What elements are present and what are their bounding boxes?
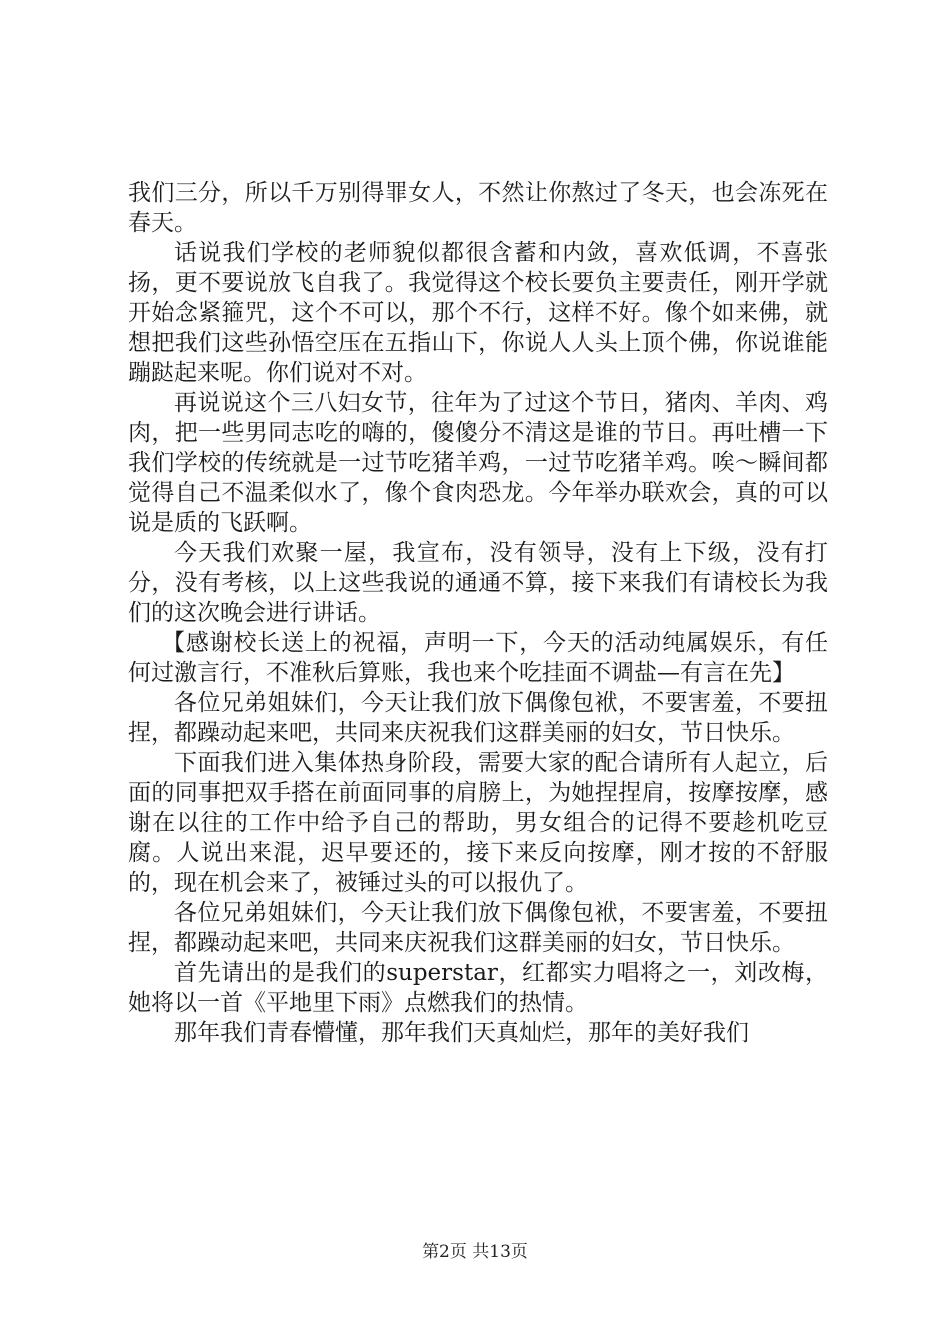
paragraph: 那年我们青春懵懂，那年我们天真灿烂，那年的美好我们 xyxy=(174,1020,749,1046)
body-text xyxy=(128,178,828,1048)
paragraph: 下面我们进入集体热身阶段，需要大家的配合请所有人起立，后面的同事把双手搭在前面同事的肩膀上，为她捏捏肩，按摩按摩，感谢在以往的工作中给予自己的帮助，男女组合的记得不要趁机吃豆腐。人说出来混，迟早要还的，接下来反向按摩，刚才按的不舒服的，现在机会来了，被锤过头的可以报仇了。 xyxy=(128,750,828,896)
paragraph: 【感谢校长送上的祝福，声明一下，今天的活动纯属娱乐，有任何过激言行，不准秋后算账，我也来个吃挂面不调盐—有言在先】 xyxy=(128,630,828,686)
paragraph: 话说我们学校的老师貌似都很含蓄和内敛，喜欢低调，不喜张扬，更不要说放飞自我了。我觉得这个校长要负主要责任，刚开学就开始念紧箍咒，这个不可以，那个不行，这样不好。像个如来佛，就想把我们这些孙悟空压在五指山下，你说人人头上顶个佛，你说谁能蹦跶起来呢。你们说对不对。 xyxy=(128,240,828,386)
paragraph: 再说说这个三八妇女节，往年为了过这个节日，猪肉、羊肉、鸡肉，把一些男同志吃的嗨的，傻傻分不清这是谁的节日。再吐槽一下我们学校的传统就是一过节吃猪羊鸡，一过节吃猪羊鸡。唉～瞬间都觉得自己不温柔似水了，像个食肉恐龙。今年举办联欢会，真的可以说是质的飞跃啊。 xyxy=(128,390,828,536)
paragraph: 各位兄弟姐妹们，今天让我们放下偶像包袱，不要害羞，不要扭捏，都躁动起来吧，共同来庆祝我们这群美丽的妇女，节日快乐。 xyxy=(128,900,828,956)
paragraph: 首先请出的是我们的superstar，红都实力唱将之一，刘改梅，她将以一首《平地里下雨》点燃我们的热情。 xyxy=(128,960,828,1016)
paragraph: 我们三分，所以千万别得罪女人，不然让你熬过了冬天，也会冻死在春天。 xyxy=(128,180,828,236)
paragraph: 各位兄弟姐妹们，今天让我们放下偶像包袱，不要害羞，不要扭捏，都躁动起来吧，共同来庆祝我们这群美丽的妇女，节日快乐。 xyxy=(128,690,828,746)
paragraph: 今天我们欢聚一屋，我宣布，没有领导，没有上下级，没有打分，没有考核，以上这些我说的通通不算，接下来我们有请校长为我们的这次晚会进行讲话。 xyxy=(128,540,828,626)
page-number-footer: 第2页 共13页 xyxy=(422,1242,528,1262)
